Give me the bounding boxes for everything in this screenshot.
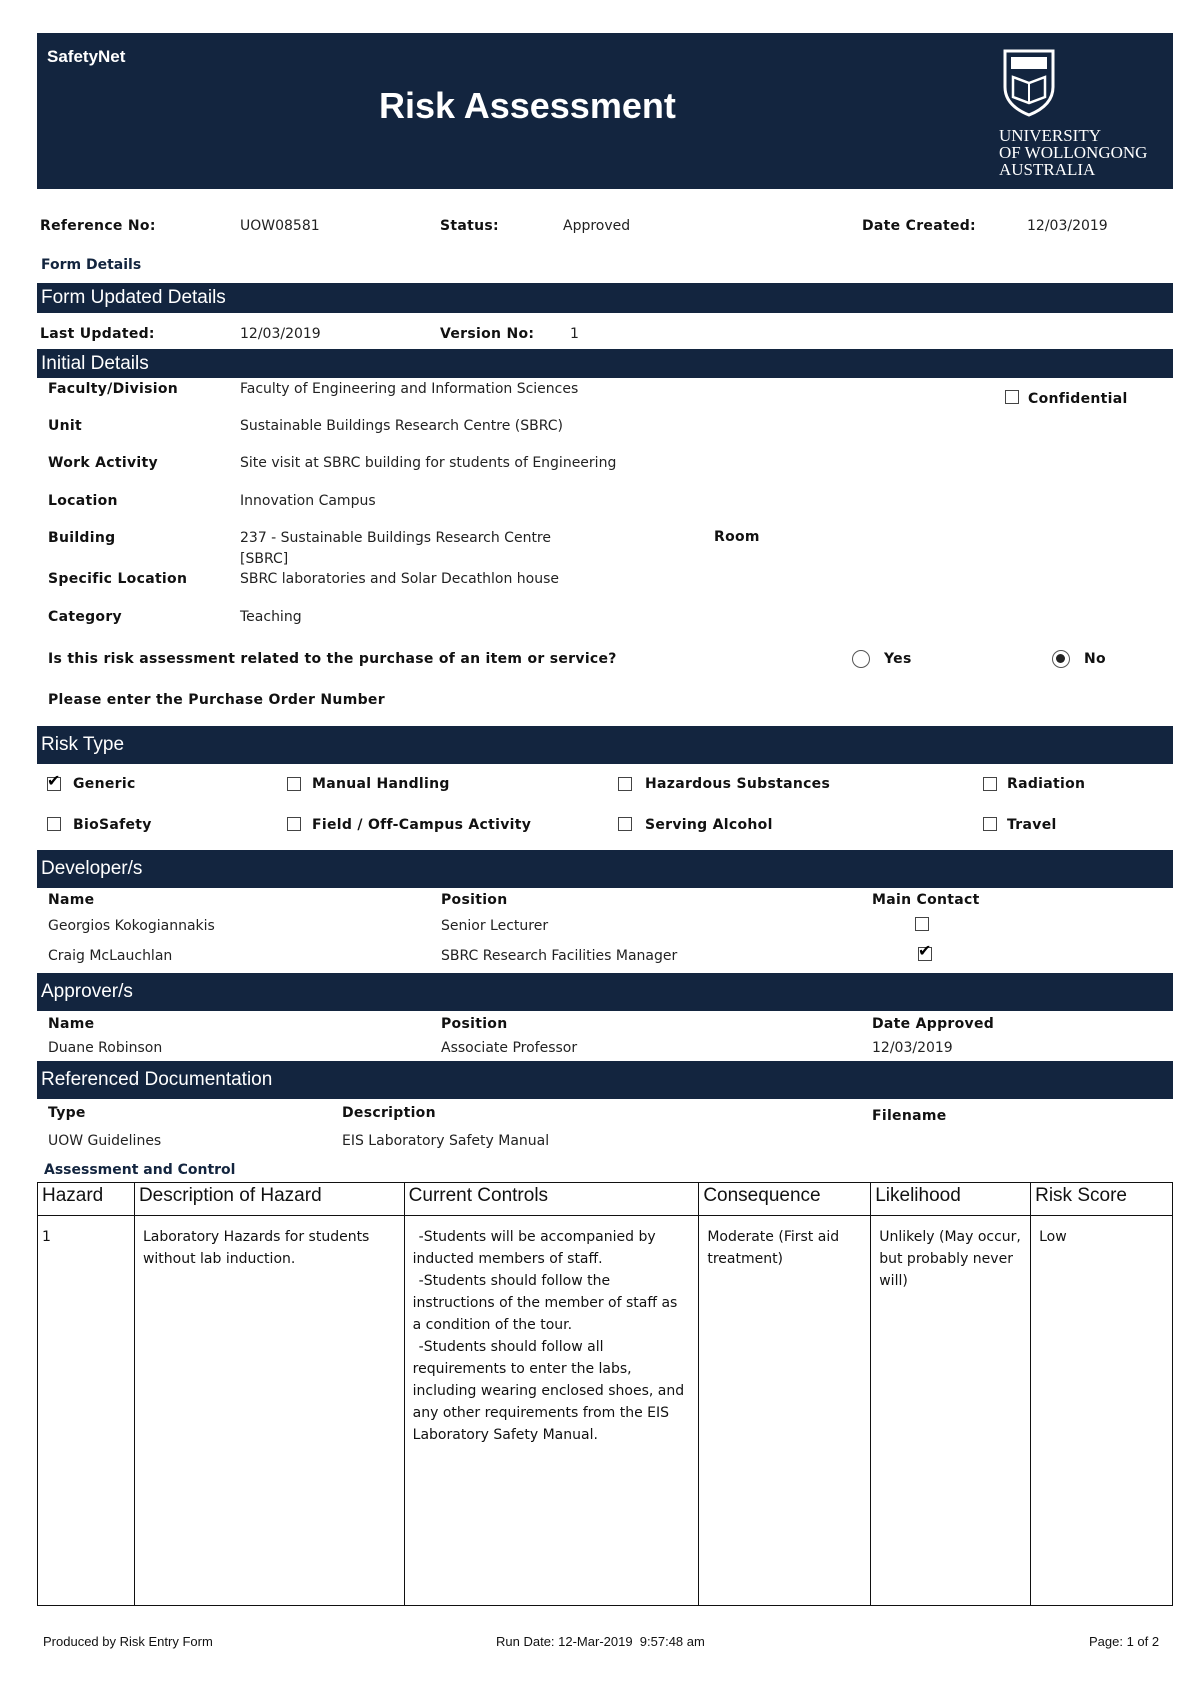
developer-name: Craig McLauchlan [48, 948, 173, 964]
risk-field-label: Field / Off-Campus Activity [312, 817, 532, 833]
last-updated-value: 12/03/2019 [240, 326, 321, 342]
table-row [38, 1216, 1173, 1606]
initial-details-bar: Initial Details [37, 349, 1173, 378]
developer-name: Georgios Kokogiannakis [48, 918, 215, 934]
check-icon: ✔ [918, 941, 932, 960]
control-item: -Students will be accompanied by inducted members of staff. [412, 1229, 656, 1267]
approver-name: Duane Robinson [48, 1040, 163, 1056]
developer-position: Senior Lecturer [441, 918, 549, 934]
logo-line-2: OF WOLLONGONG [999, 143, 1148, 162]
approver-date: 12/03/2019 [872, 1040, 953, 1056]
likelihood: Unlikely (May occur, but probably never will) [871, 1216, 1031, 1606]
developers-col-name: Name [48, 892, 95, 908]
unit-value: Sustainable Buildings Research Centre (SBRC) [240, 418, 563, 434]
docs-bar: Referenced Documentation [37, 1061, 1173, 1099]
risk-travel-checkbox[interactable] [983, 817, 997, 831]
doc-description: EIS Laboratory Safety Manual [342, 1133, 550, 1149]
approver-position: Associate Professor [441, 1040, 578, 1056]
unit-label: Unit [48, 418, 83, 434]
hazard-description: Laboratory Hazards for students without lab induction. [134, 1216, 404, 1606]
risk-generic-checkbox[interactable] [47, 771, 61, 791]
category-value: Teaching [240, 609, 302, 625]
faculty-value: Faculty of Engineering and Information Sciences [240, 381, 579, 397]
control-item: -Students should follow the instructions of the member of staff as a condition of the tour. [412, 1273, 678, 1333]
page-title: Risk Assessment [379, 85, 676, 126]
docs-col-description: Description [342, 1105, 436, 1121]
risk-score: Low [1031, 1216, 1173, 1606]
confidential-label: Confidential [1028, 391, 1128, 407]
risk-type-bar: Risk Type [37, 726, 1173, 764]
crest-icon [1001, 47, 1057, 117]
version-value: 1 [570, 326, 579, 342]
room-label: Room [714, 529, 760, 545]
risk-hazardous-label: Hazardous Substances [645, 776, 831, 792]
docs-col-filename: Filename [872, 1108, 947, 1124]
risk-radiation-label: Radiation [1007, 776, 1086, 792]
doc-type: UOW Guidelines [48, 1133, 162, 1149]
date-created-value: 12/03/2019 [1027, 218, 1108, 234]
version-label: Version No: [440, 326, 535, 342]
reference-value: UOW08581 [240, 218, 320, 234]
purchase-no-radio[interactable] [1052, 650, 1070, 668]
risk-field-checkbox[interactable] [287, 817, 301, 831]
risk-alcohol-label: Serving Alcohol [645, 817, 773, 833]
footer-run-date: Run Date: 12-Mar-2019 9:57:48 am [496, 1634, 705, 1649]
status-label: Status: [440, 218, 499, 234]
reference-label: Reference No: [40, 218, 156, 234]
work-activity-value: Site visit at SBRC building for students of Engineering [240, 455, 617, 471]
work-activity-label: Work Activity [48, 455, 158, 471]
developer-main-contact-checkbox[interactable] [918, 941, 932, 961]
date-created-label: Date Created: [862, 218, 976, 234]
assessment-table [37, 1182, 1173, 1606]
purchase-yes-radio[interactable] [852, 650, 870, 668]
developers-bar: Developer/s [37, 850, 1173, 888]
approvers-bar: Approver/s [37, 973, 1173, 1011]
developers-col-main: Main Contact [872, 892, 980, 908]
building-value: 237 - Sustainable Buildings Research Centre [240, 530, 551, 546]
col-description: Description of Hazard [134, 1183, 404, 1216]
university-logo [999, 47, 1159, 182]
developer-position: SBRC Research Facilities Manager [441, 948, 678, 964]
risk-biosafety-checkbox[interactable] [47, 817, 61, 831]
developer-main-contact-checkbox[interactable] [915, 917, 929, 931]
developers-col-position: Position [441, 892, 508, 908]
building-value-cont: [SBRC] [240, 551, 289, 567]
col-controls: Current Controls [404, 1183, 699, 1216]
approvers-col-name: Name [48, 1016, 95, 1032]
risk-biosafety-label: BioSafety [73, 817, 152, 833]
risk-manual-handling-label: Manual Handling [312, 776, 450, 792]
consequence: Moderate (First aid treatment) [699, 1216, 871, 1606]
hazard-number: 1 [38, 1216, 135, 1606]
col-consequence: Consequence [699, 1183, 871, 1216]
status-value: Approved [563, 218, 631, 234]
control-item: -Students should follow all requirements to enter the labs, including wearing enclosed shoes, and any other requirements from the EIS Laboratory Safety Manual. [412, 1339, 685, 1443]
footer-produced: Produced by Risk Entry Form [43, 1634, 213, 1649]
approvers-col-date: Date Approved [872, 1016, 995, 1032]
brand-label: SafetyNet [47, 47, 126, 66]
purchase-order-label: Please enter the Purchase Order Number [48, 692, 385, 708]
faculty-label: Faculty/Division [48, 381, 179, 397]
purchase-yes-label: Yes [884, 651, 912, 667]
purchase-question: Is this risk assessment related to the purchase of an item or service? [48, 651, 617, 667]
form-updated-bar: Form Updated Details [37, 283, 1173, 313]
category-label: Category [48, 609, 122, 625]
col-hazard: Hazard [38, 1183, 135, 1216]
col-risk-score: Risk Score [1031, 1183, 1173, 1216]
specific-location-value: SBRC laboratories and Solar Decathlon house [240, 571, 560, 587]
current-controls [404, 1216, 699, 1606]
risk-travel-label: Travel [1007, 817, 1057, 833]
footer-page: Page: 1 of 2 [1089, 1634, 1160, 1649]
last-updated-label: Last Updated: [40, 326, 155, 342]
docs-col-type: Type [48, 1105, 86, 1121]
col-likelihood: Likelihood [871, 1183, 1031, 1216]
check-icon: ✔ [47, 771, 61, 790]
assessment-heading: Assessment and Control [44, 1162, 236, 1178]
location-label: Location [48, 493, 118, 509]
risk-generic-label: Generic [73, 776, 136, 792]
risk-manual-handling-checkbox[interactable] [287, 777, 301, 791]
logo-line-1: UNIVERSITY [999, 126, 1101, 145]
specific-location-label: Specific Location [48, 571, 188, 587]
assessment-header-row [38, 1183, 1173, 1216]
header-banner [37, 33, 1173, 189]
purchase-no-label: No [1084, 651, 1106, 667]
confidential-checkbox[interactable] [1005, 390, 1019, 404]
building-label: Building [48, 530, 116, 546]
location-value: Innovation Campus [240, 493, 376, 509]
form-details-heading: Form Details [41, 257, 142, 273]
logo-line-3: AUSTRALIA [999, 160, 1096, 179]
risk-radiation-checkbox[interactable] [983, 777, 997, 791]
risk-hazardous-checkbox[interactable] [618, 777, 632, 791]
approvers-col-position: Position [441, 1016, 508, 1032]
risk-alcohol-checkbox[interactable] [618, 817, 632, 831]
